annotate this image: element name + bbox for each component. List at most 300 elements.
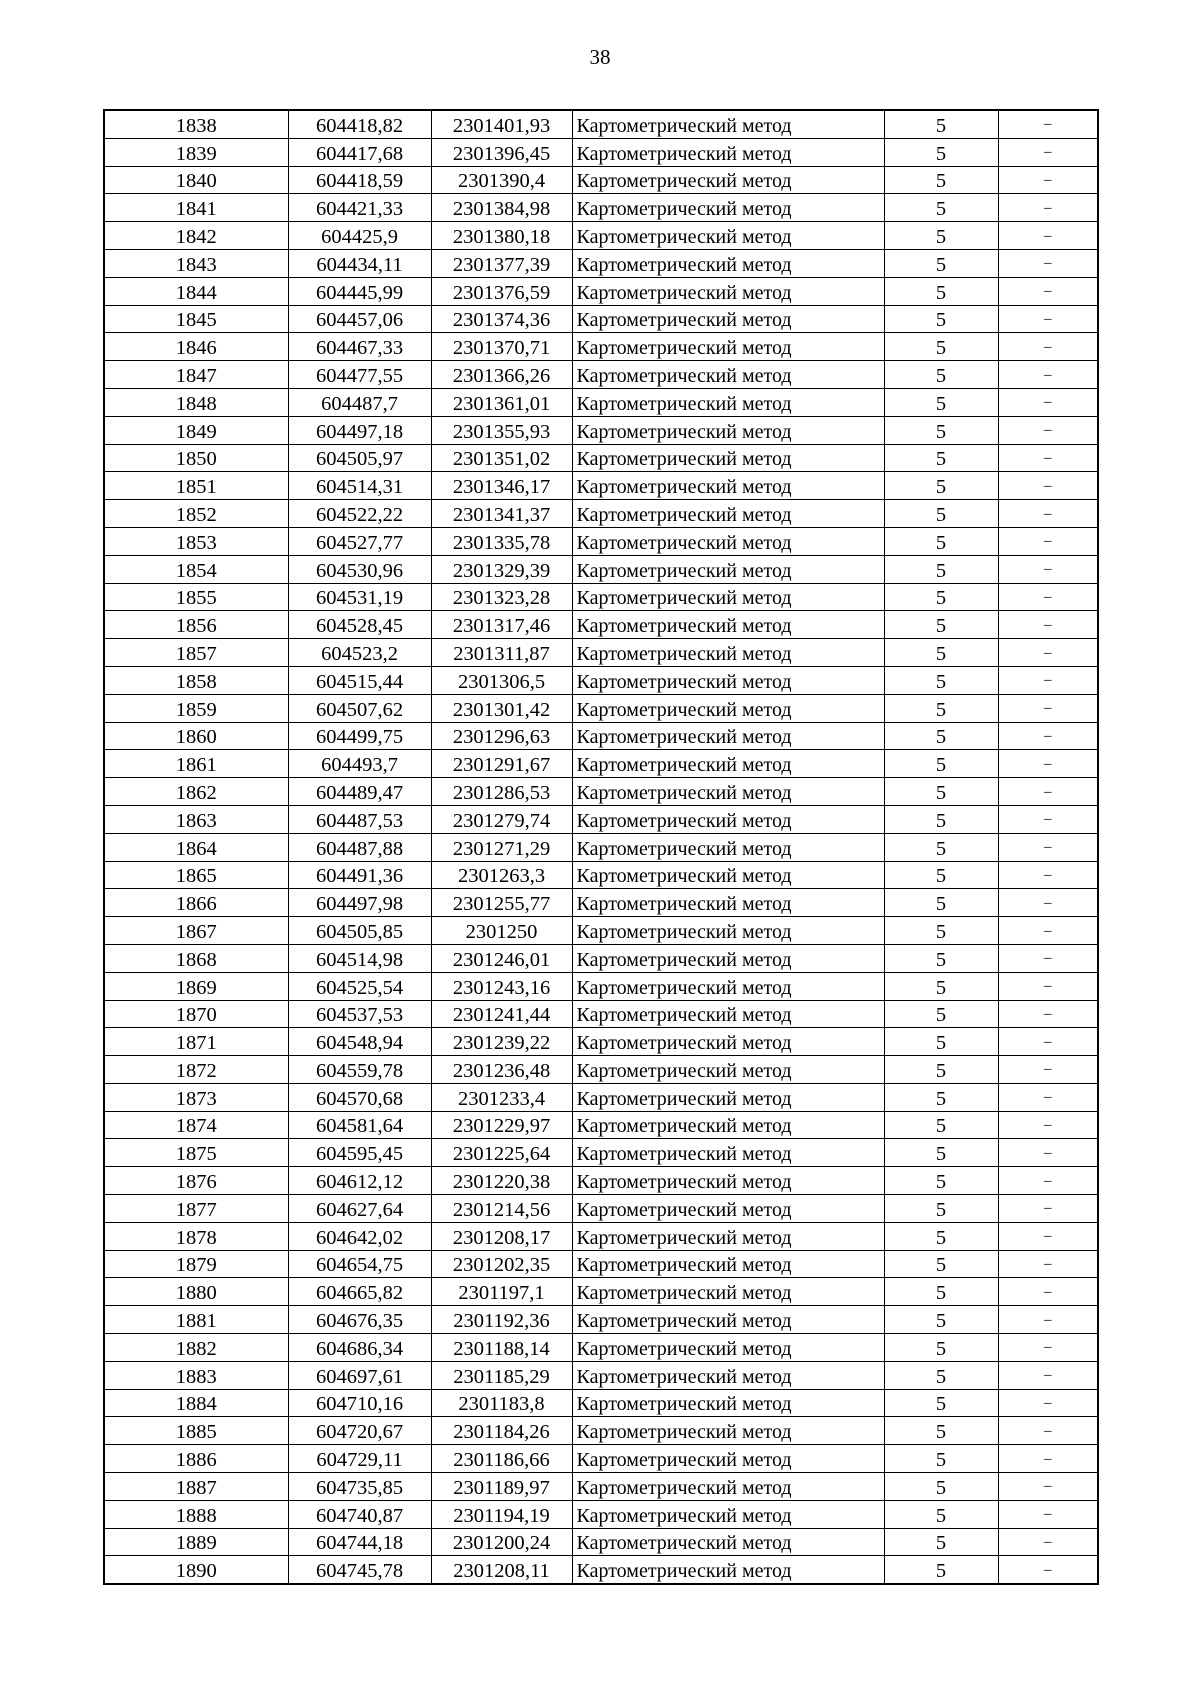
accuracy-cell: 5 (884, 166, 998, 194)
description-cell: – (998, 1056, 1098, 1084)
table-row (104, 1000, 1098, 1028)
description-cell: – (998, 305, 1098, 333)
point-number-cell: 1883 (104, 1361, 288, 1389)
table-row (104, 1250, 1098, 1278)
x-coordinate-cell: 604735,85 (288, 1473, 431, 1501)
x-coordinate-cell: 604505,97 (288, 444, 431, 472)
description-cell: – (998, 1000, 1098, 1028)
x-coordinate-cell: 604491,36 (288, 861, 431, 889)
page-number: 38 (589, 45, 611, 69)
accuracy-cell: 5 (884, 333, 998, 361)
x-coordinate-cell: 604418,59 (288, 166, 431, 194)
description-cell: – (998, 1250, 1098, 1278)
description-cell: – (998, 194, 1098, 222)
method-cell: Картометрический метод (572, 305, 884, 333)
method-cell: Картометрический метод (572, 1417, 884, 1445)
accuracy-cell: 5 (884, 917, 998, 945)
description-cell: – (998, 472, 1098, 500)
description-cell: – (998, 416, 1098, 444)
table-row (104, 361, 1098, 389)
y-coordinate-cell: 2301184,26 (431, 1417, 572, 1445)
table-row (104, 1500, 1098, 1528)
accuracy-cell: 5 (884, 1167, 998, 1195)
method-cell: Картометрический метод (572, 1000, 884, 1028)
method-cell: Картометрический метод (572, 666, 884, 694)
method-cell: Картометрический метод (572, 222, 884, 250)
method-cell: Картометрический метод (572, 138, 884, 166)
point-number-cell: 1877 (104, 1195, 288, 1223)
x-coordinate-cell: 604514,31 (288, 472, 431, 500)
x-coordinate-cell: 604744,18 (288, 1528, 431, 1556)
x-coordinate-cell: 604548,94 (288, 1028, 431, 1056)
table-row (104, 666, 1098, 694)
y-coordinate-cell: 2301351,02 (431, 444, 572, 472)
method-cell: Картометрический метод (572, 1222, 884, 1250)
y-coordinate-cell: 2301335,78 (431, 527, 572, 555)
x-coordinate-cell: 604527,77 (288, 527, 431, 555)
point-number-cell: 1882 (104, 1334, 288, 1362)
method-cell: Картометрический метод (572, 1028, 884, 1056)
x-coordinate-cell: 604595,45 (288, 1139, 431, 1167)
x-coordinate-cell: 604499,75 (288, 722, 431, 750)
accuracy-cell: 5 (884, 1000, 998, 1028)
point-number-cell: 1838 (104, 110, 288, 138)
table-row (104, 388, 1098, 416)
y-coordinate-cell: 2301250 (431, 917, 572, 945)
y-coordinate-cell: 2301296,63 (431, 722, 572, 750)
x-coordinate-cell: 604627,64 (288, 1195, 431, 1223)
method-cell: Картометрический метод (572, 110, 884, 138)
accuracy-cell: 5 (884, 1528, 998, 1556)
table-row (104, 1361, 1098, 1389)
description-cell: – (998, 1389, 1098, 1417)
x-coordinate-cell: 604489,47 (288, 778, 431, 806)
point-number-cell: 1840 (104, 166, 288, 194)
y-coordinate-cell: 2301361,01 (431, 388, 572, 416)
method-cell: Картометрический метод (572, 1083, 884, 1111)
point-number-cell: 1868 (104, 944, 288, 972)
table-row (104, 1278, 1098, 1306)
accuracy-cell: 5 (884, 527, 998, 555)
x-coordinate-cell: 604686,34 (288, 1334, 431, 1362)
table-row (104, 333, 1098, 361)
description-cell: – (998, 778, 1098, 806)
table-row (104, 1028, 1098, 1056)
method-cell: Картометрический метод (572, 1556, 884, 1584)
point-number-cell: 1872 (104, 1056, 288, 1084)
accuracy-cell: 5 (884, 361, 998, 389)
point-number-cell: 1878 (104, 1222, 288, 1250)
description-cell: – (998, 1083, 1098, 1111)
description-cell: – (998, 1028, 1098, 1056)
accuracy-cell: 5 (884, 305, 998, 333)
accuracy-cell: 5 (884, 222, 998, 250)
method-cell: Картометрический метод (572, 639, 884, 667)
accuracy-cell: 5 (884, 388, 998, 416)
table-row (104, 1139, 1098, 1167)
table-row (104, 917, 1098, 945)
description-cell: – (998, 639, 1098, 667)
x-coordinate-cell: 604515,44 (288, 666, 431, 694)
method-cell: Картометрический метод (572, 249, 884, 277)
description-cell: – (998, 222, 1098, 250)
point-number-cell: 1889 (104, 1528, 288, 1556)
point-number-cell: 1864 (104, 833, 288, 861)
y-coordinate-cell: 2301376,59 (431, 277, 572, 305)
method-cell: Картометрический метод (572, 805, 884, 833)
method-cell: Картометрический метод (572, 444, 884, 472)
point-number-cell: 1843 (104, 249, 288, 277)
accuracy-cell: 5 (884, 194, 998, 222)
x-coordinate-cell: 604497,18 (288, 416, 431, 444)
x-coordinate-cell: 604654,75 (288, 1250, 431, 1278)
method-cell: Картометрический метод (572, 527, 884, 555)
description-cell: – (998, 583, 1098, 611)
coordinates-table-body (104, 110, 1098, 1584)
point-number-cell: 1874 (104, 1111, 288, 1139)
accuracy-cell: 5 (884, 444, 998, 472)
table-row (104, 527, 1098, 555)
table-row (104, 1111, 1098, 1139)
table-row (104, 305, 1098, 333)
y-coordinate-cell: 2301291,67 (431, 750, 572, 778)
accuracy-cell: 5 (884, 1083, 998, 1111)
y-coordinate-cell: 2301263,3 (431, 861, 572, 889)
x-coordinate-cell: 604505,85 (288, 917, 431, 945)
y-coordinate-cell: 2301233,4 (431, 1083, 572, 1111)
point-number-cell: 1854 (104, 555, 288, 583)
method-cell: Картометрический метод (572, 917, 884, 945)
description-cell: – (998, 1195, 1098, 1223)
x-coordinate-cell: 604487,53 (288, 805, 431, 833)
y-coordinate-cell: 2301220,38 (431, 1167, 572, 1195)
description-cell: – (998, 166, 1098, 194)
method-cell: Картометрический метод (572, 1445, 884, 1473)
y-coordinate-cell: 2301317,46 (431, 611, 572, 639)
description-cell: – (998, 388, 1098, 416)
x-coordinate-cell: 604425,9 (288, 222, 431, 250)
accuracy-cell: 5 (884, 972, 998, 1000)
x-coordinate-cell: 604612,12 (288, 1167, 431, 1195)
table-row (104, 1306, 1098, 1334)
x-coordinate-cell: 604514,98 (288, 944, 431, 972)
x-coordinate-cell: 604525,54 (288, 972, 431, 1000)
y-coordinate-cell: 2301197,1 (431, 1278, 572, 1306)
table-row (104, 138, 1098, 166)
y-coordinate-cell: 2301186,66 (431, 1445, 572, 1473)
table-row (104, 833, 1098, 861)
point-number-cell: 1850 (104, 444, 288, 472)
point-number-cell: 1885 (104, 1417, 288, 1445)
accuracy-cell: 5 (884, 1195, 998, 1223)
method-cell: Картометрический метод (572, 388, 884, 416)
description-cell: – (998, 1556, 1098, 1584)
description-cell: – (998, 555, 1098, 583)
y-coordinate-cell: 2301311,87 (431, 639, 572, 667)
method-cell: Картометрический метод (572, 1528, 884, 1556)
table-row (104, 639, 1098, 667)
accuracy-cell: 5 (884, 1500, 998, 1528)
y-coordinate-cell: 2301241,44 (431, 1000, 572, 1028)
y-coordinate-cell: 2301377,39 (431, 249, 572, 277)
x-coordinate-cell: 604720,67 (288, 1417, 431, 1445)
description-cell: – (998, 333, 1098, 361)
x-coordinate-cell: 604417,68 (288, 138, 431, 166)
description-cell: – (998, 1222, 1098, 1250)
table-row (104, 889, 1098, 917)
method-cell: Картометрический метод (572, 555, 884, 583)
method-cell: Картометрический метод (572, 1389, 884, 1417)
table-row (104, 416, 1098, 444)
table-row (104, 1528, 1098, 1556)
accuracy-cell: 5 (884, 1473, 998, 1501)
point-number-cell: 1846 (104, 333, 288, 361)
table-row (104, 1167, 1098, 1195)
x-coordinate-cell: 604642,02 (288, 1222, 431, 1250)
y-coordinate-cell: 2301200,24 (431, 1528, 572, 1556)
method-cell: Картометрический метод (572, 750, 884, 778)
y-coordinate-cell: 2301236,48 (431, 1056, 572, 1084)
description-cell: – (998, 1334, 1098, 1362)
description-cell: – (998, 500, 1098, 528)
point-number-cell: 1861 (104, 750, 288, 778)
description-cell: – (998, 1445, 1098, 1473)
accuracy-cell: 5 (884, 666, 998, 694)
point-number-cell: 1847 (104, 361, 288, 389)
point-number-cell: 1858 (104, 666, 288, 694)
x-coordinate-cell: 604487,88 (288, 833, 431, 861)
point-number-cell: 1890 (104, 1556, 288, 1584)
method-cell: Картометрический метод (572, 1334, 884, 1362)
method-cell: Картометрический метод (572, 1361, 884, 1389)
method-cell: Картометрический метод (572, 1500, 884, 1528)
table-row (104, 1473, 1098, 1501)
point-number-cell: 1855 (104, 583, 288, 611)
accuracy-cell: 5 (884, 750, 998, 778)
point-number-cell: 1844 (104, 277, 288, 305)
description-cell: – (998, 277, 1098, 305)
accuracy-cell: 5 (884, 555, 998, 583)
table-row (104, 972, 1098, 1000)
description-cell: – (998, 1361, 1098, 1389)
y-coordinate-cell: 2301370,71 (431, 333, 572, 361)
x-coordinate-cell: 604487,7 (288, 388, 431, 416)
description-cell: – (998, 1500, 1098, 1528)
x-coordinate-cell: 604676,35 (288, 1306, 431, 1334)
y-coordinate-cell: 2301323,28 (431, 583, 572, 611)
y-coordinate-cell: 2301208,17 (431, 1222, 572, 1250)
table-row (104, 1222, 1098, 1250)
y-coordinate-cell: 2301246,01 (431, 944, 572, 972)
accuracy-cell: 5 (884, 1445, 998, 1473)
accuracy-cell: 5 (884, 694, 998, 722)
point-number-cell: 1873 (104, 1083, 288, 1111)
accuracy-cell: 5 (884, 1361, 998, 1389)
y-coordinate-cell: 2301366,26 (431, 361, 572, 389)
method-cell: Картометрический метод (572, 1278, 884, 1306)
x-coordinate-cell: 604581,64 (288, 1111, 431, 1139)
method-cell: Картометрический метод (572, 944, 884, 972)
description-cell: – (998, 889, 1098, 917)
x-coordinate-cell: 604665,82 (288, 1278, 431, 1306)
method-cell: Картометрический метод (572, 972, 884, 1000)
y-coordinate-cell: 2301380,18 (431, 222, 572, 250)
accuracy-cell: 5 (884, 1250, 998, 1278)
y-coordinate-cell: 2301271,29 (431, 833, 572, 861)
x-coordinate-cell: 604530,96 (288, 555, 431, 583)
x-coordinate-cell: 604421,33 (288, 194, 431, 222)
x-coordinate-cell: 604528,45 (288, 611, 431, 639)
description-cell: – (998, 722, 1098, 750)
y-coordinate-cell: 2301239,22 (431, 1028, 572, 1056)
accuracy-cell: 5 (884, 1306, 998, 1334)
accuracy-cell: 5 (884, 778, 998, 806)
accuracy-cell: 5 (884, 944, 998, 972)
y-coordinate-cell: 2301301,42 (431, 694, 572, 722)
method-cell: Картометрический метод (572, 833, 884, 861)
point-number-cell: 1866 (104, 889, 288, 917)
y-coordinate-cell: 2301202,35 (431, 1250, 572, 1278)
point-number-cell: 1853 (104, 527, 288, 555)
x-coordinate-cell: 604477,55 (288, 361, 431, 389)
description-cell: – (998, 138, 1098, 166)
x-coordinate-cell: 604497,98 (288, 889, 431, 917)
x-coordinate-cell: 604729,11 (288, 1445, 431, 1473)
point-number-cell: 1851 (104, 472, 288, 500)
description-cell: – (998, 1278, 1098, 1306)
accuracy-cell: 5 (884, 1028, 998, 1056)
point-number-cell: 1869 (104, 972, 288, 1000)
accuracy-cell: 5 (884, 611, 998, 639)
point-number-cell: 1862 (104, 778, 288, 806)
x-coordinate-cell: 604493,7 (288, 750, 431, 778)
accuracy-cell: 5 (884, 416, 998, 444)
point-number-cell: 1852 (104, 500, 288, 528)
point-number-cell: 1880 (104, 1278, 288, 1306)
y-coordinate-cell: 2301192,36 (431, 1306, 572, 1334)
accuracy-cell: 5 (884, 1417, 998, 1445)
table-row (104, 1056, 1098, 1084)
y-coordinate-cell: 2301243,16 (431, 972, 572, 1000)
x-coordinate-cell: 604531,19 (288, 583, 431, 611)
y-coordinate-cell: 2301194,19 (431, 1500, 572, 1528)
point-number-cell: 1842 (104, 222, 288, 250)
y-coordinate-cell: 2301341,37 (431, 500, 572, 528)
y-coordinate-cell: 2301396,45 (431, 138, 572, 166)
point-number-cell: 1849 (104, 416, 288, 444)
point-number-cell: 1848 (104, 388, 288, 416)
table-row (104, 277, 1098, 305)
y-coordinate-cell: 2301306,5 (431, 666, 572, 694)
method-cell: Картометрический метод (572, 472, 884, 500)
method-cell: Картометрический метод (572, 194, 884, 222)
method-cell: Картометрический метод (572, 889, 884, 917)
y-coordinate-cell: 2301355,93 (431, 416, 572, 444)
y-coordinate-cell: 2301329,39 (431, 555, 572, 583)
x-coordinate-cell: 604457,06 (288, 305, 431, 333)
x-coordinate-cell: 604445,99 (288, 277, 431, 305)
description-cell: – (998, 861, 1098, 889)
method-cell: Картометрический метод (572, 1056, 884, 1084)
x-coordinate-cell: 604507,62 (288, 694, 431, 722)
method-cell: Картометрический метод (572, 778, 884, 806)
x-coordinate-cell: 604418,82 (288, 110, 431, 138)
point-number-cell: 1879 (104, 1250, 288, 1278)
table-row (104, 583, 1098, 611)
x-coordinate-cell: 604434,11 (288, 249, 431, 277)
description-cell: – (998, 666, 1098, 694)
description-cell: – (998, 917, 1098, 945)
x-coordinate-cell: 604537,53 (288, 1000, 431, 1028)
point-number-cell: 1887 (104, 1473, 288, 1501)
table-row (104, 1556, 1098, 1584)
x-coordinate-cell: 604697,61 (288, 1361, 431, 1389)
description-cell: – (998, 1528, 1098, 1556)
point-number-cell: 1860 (104, 722, 288, 750)
accuracy-cell: 5 (884, 472, 998, 500)
point-number-cell: 1859 (104, 694, 288, 722)
y-coordinate-cell: 2301286,53 (431, 778, 572, 806)
method-cell: Картометрический метод (572, 361, 884, 389)
method-cell: Картометрический метод (572, 333, 884, 361)
y-coordinate-cell: 2301374,36 (431, 305, 572, 333)
accuracy-cell: 5 (884, 500, 998, 528)
table-row (104, 1083, 1098, 1111)
method-cell: Картометрический метод (572, 166, 884, 194)
description-cell: – (998, 361, 1098, 389)
accuracy-cell: 5 (884, 861, 998, 889)
y-coordinate-cell: 2301189,97 (431, 1473, 572, 1501)
point-number-cell: 1856 (104, 611, 288, 639)
description-cell: – (998, 611, 1098, 639)
point-number-cell: 1886 (104, 1445, 288, 1473)
accuracy-cell: 5 (884, 110, 998, 138)
point-number-cell: 1845 (104, 305, 288, 333)
y-coordinate-cell: 2301183,8 (431, 1389, 572, 1417)
method-cell: Картометрический метод (572, 500, 884, 528)
table-row (104, 500, 1098, 528)
description-cell: – (998, 1139, 1098, 1167)
table-row (104, 472, 1098, 500)
y-coordinate-cell: 2301384,98 (431, 194, 572, 222)
description-cell: – (998, 1473, 1098, 1501)
table-row (104, 750, 1098, 778)
description-cell: – (998, 972, 1098, 1000)
description-cell: – (998, 833, 1098, 861)
accuracy-cell: 5 (884, 889, 998, 917)
table-row (104, 694, 1098, 722)
method-cell: Картометрический метод (572, 694, 884, 722)
accuracy-cell: 5 (884, 1389, 998, 1417)
description-cell: – (998, 694, 1098, 722)
description-cell: – (998, 1111, 1098, 1139)
table-row (104, 722, 1098, 750)
point-number-cell: 1876 (104, 1167, 288, 1195)
table-row (104, 1195, 1098, 1223)
coordinates-table (103, 109, 1099, 1585)
description-cell: – (998, 1167, 1098, 1195)
table-row (104, 444, 1098, 472)
description-cell: – (998, 1306, 1098, 1334)
accuracy-cell: 5 (884, 833, 998, 861)
table-row (104, 249, 1098, 277)
point-number-cell: 1863 (104, 805, 288, 833)
table-row (104, 110, 1098, 138)
description-cell: – (998, 110, 1098, 138)
description-cell: – (998, 249, 1098, 277)
method-cell: Картометрический метод (572, 1139, 884, 1167)
y-coordinate-cell: 2301401,93 (431, 110, 572, 138)
